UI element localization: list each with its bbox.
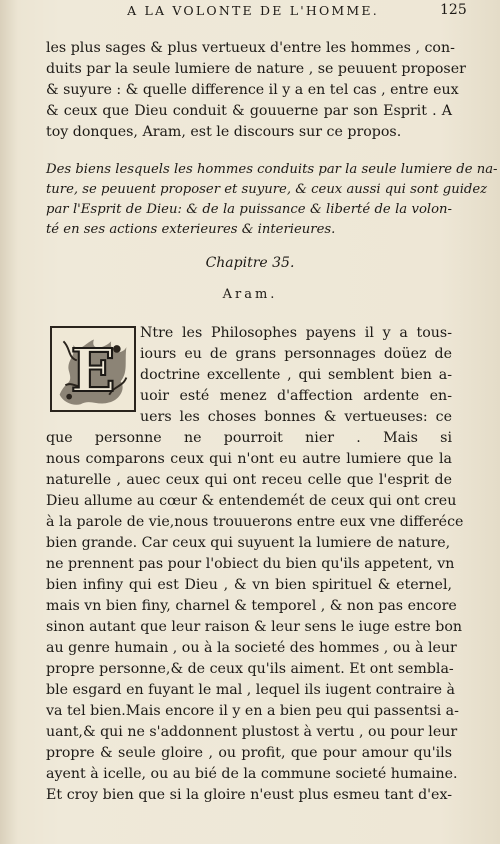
text-line: propre & seule gloire , ou profit, que pour amour qu'ils [46, 745, 452, 761]
text-line: au genre humain , ou à la societé des hommes , ou à leur [46, 640, 457, 656]
foliate-ornament-icon [52, 328, 134, 410]
chapter-summary [46, 160, 498, 240]
text-line: toy donques, Aram, est le discours sur ce propos. [46, 124, 402, 140]
text-line: iours eu de grans personnages doüez de [140, 346, 452, 362]
speaker-heading: Aram. [222, 287, 278, 302]
intro-paragraph [46, 38, 466, 143]
summary-line: par l'Esprit de Dieu: & de la puissance & liberté de la volon- [46, 202, 452, 217]
text-line: duits par la seule lumiere de nature , se peuuent proposer [46, 61, 466, 77]
summary-line: Des biens lesquels les hommes conduits par la seule lumiere de na- [46, 162, 498, 177]
text-line: nous comparons ceux qui n'ont eu autre lumiere que la [46, 451, 452, 467]
text-line: ble esgard en fuyant le mal , lequel ils iugent contraire à [46, 682, 456, 698]
text-line: Et croy bien que si la gloire n'eust plus esmeu tant d'ex- [46, 787, 452, 803]
text-line: uant,& qui ne s'addonnent plustost à vertu , ou pour leur [46, 724, 458, 740]
text-line: & suyure : & quelle difference il y a en tel cas , entre eux [46, 82, 459, 98]
text-line: que personne ne pourroit nier . Mais si [46, 430, 452, 446]
text-line: va tel bien.Mais encore il y en a bien peu qui passentsi a- [46, 703, 459, 719]
summary-line: ture, se peuuent proposer et suyure, & ceux aussi qui sont guidez [46, 182, 488, 197]
text-line: Dieu allume au cœur & entendemét de ceux qui ont creu [46, 493, 457, 509]
drop-cap-initial [50, 326, 136, 412]
text-line: naturelle , auec ceux qui ont receu celle que l'esprit de [46, 472, 452, 488]
text-line: mais vn bien finy, charnel & temporel , & non pas encore [46, 598, 457, 614]
text-line: à la parole de vie,nous trouuerons entre eux vne differéce [46, 514, 464, 530]
text-line: bien infiny qui est Dieu , & vn bien spirituel & eternel, [46, 577, 452, 593]
chapter-heading: Chapitre 35. [205, 255, 295, 271]
text-line: doctrine excellente , qui semblent bien a- [140, 367, 452, 383]
body-paragraph [46, 430, 464, 806]
text-line: uers les choses bonnes & vertueuses: ce [140, 409, 452, 425]
page-number: 125 [440, 2, 467, 18]
text-line: les plus sages & plus vertueux d'entre les hommes , con- [46, 40, 455, 56]
text-line: Ntre les Philosophes payens il y a tous- [140, 325, 452, 341]
drop-cap-letter: E [70, 334, 116, 405]
running-title: A LA VOLONTE DE L'HOMME. [127, 3, 379, 18]
text-line: ne prennent pas pour l'obiect du bien qu'ils appetent, vn [46, 556, 455, 572]
text-line: uoir esté menez d'affection ardente en- [140, 388, 452, 404]
summary-line: té en ses actions exterieures & interieures. [46, 222, 336, 237]
text-line: ayent à icelle, ou au bié de la commune societé humaine. [46, 766, 458, 782]
text-line: & ceux que Dieu conduit & gouuerne par son Esprit . A [46, 103, 452, 119]
dropcap-paragraph [140, 323, 452, 428]
text-line: bien grande. Car ceux qui suyuent la lumiere de nature, [46, 535, 451, 551]
text-line: propre personne,& de ceux qu'ils aiment. Et ont sembla- [46, 661, 454, 677]
text-line: sinon autant que leur raison & leur sens le iuge estre bon [46, 619, 463, 635]
